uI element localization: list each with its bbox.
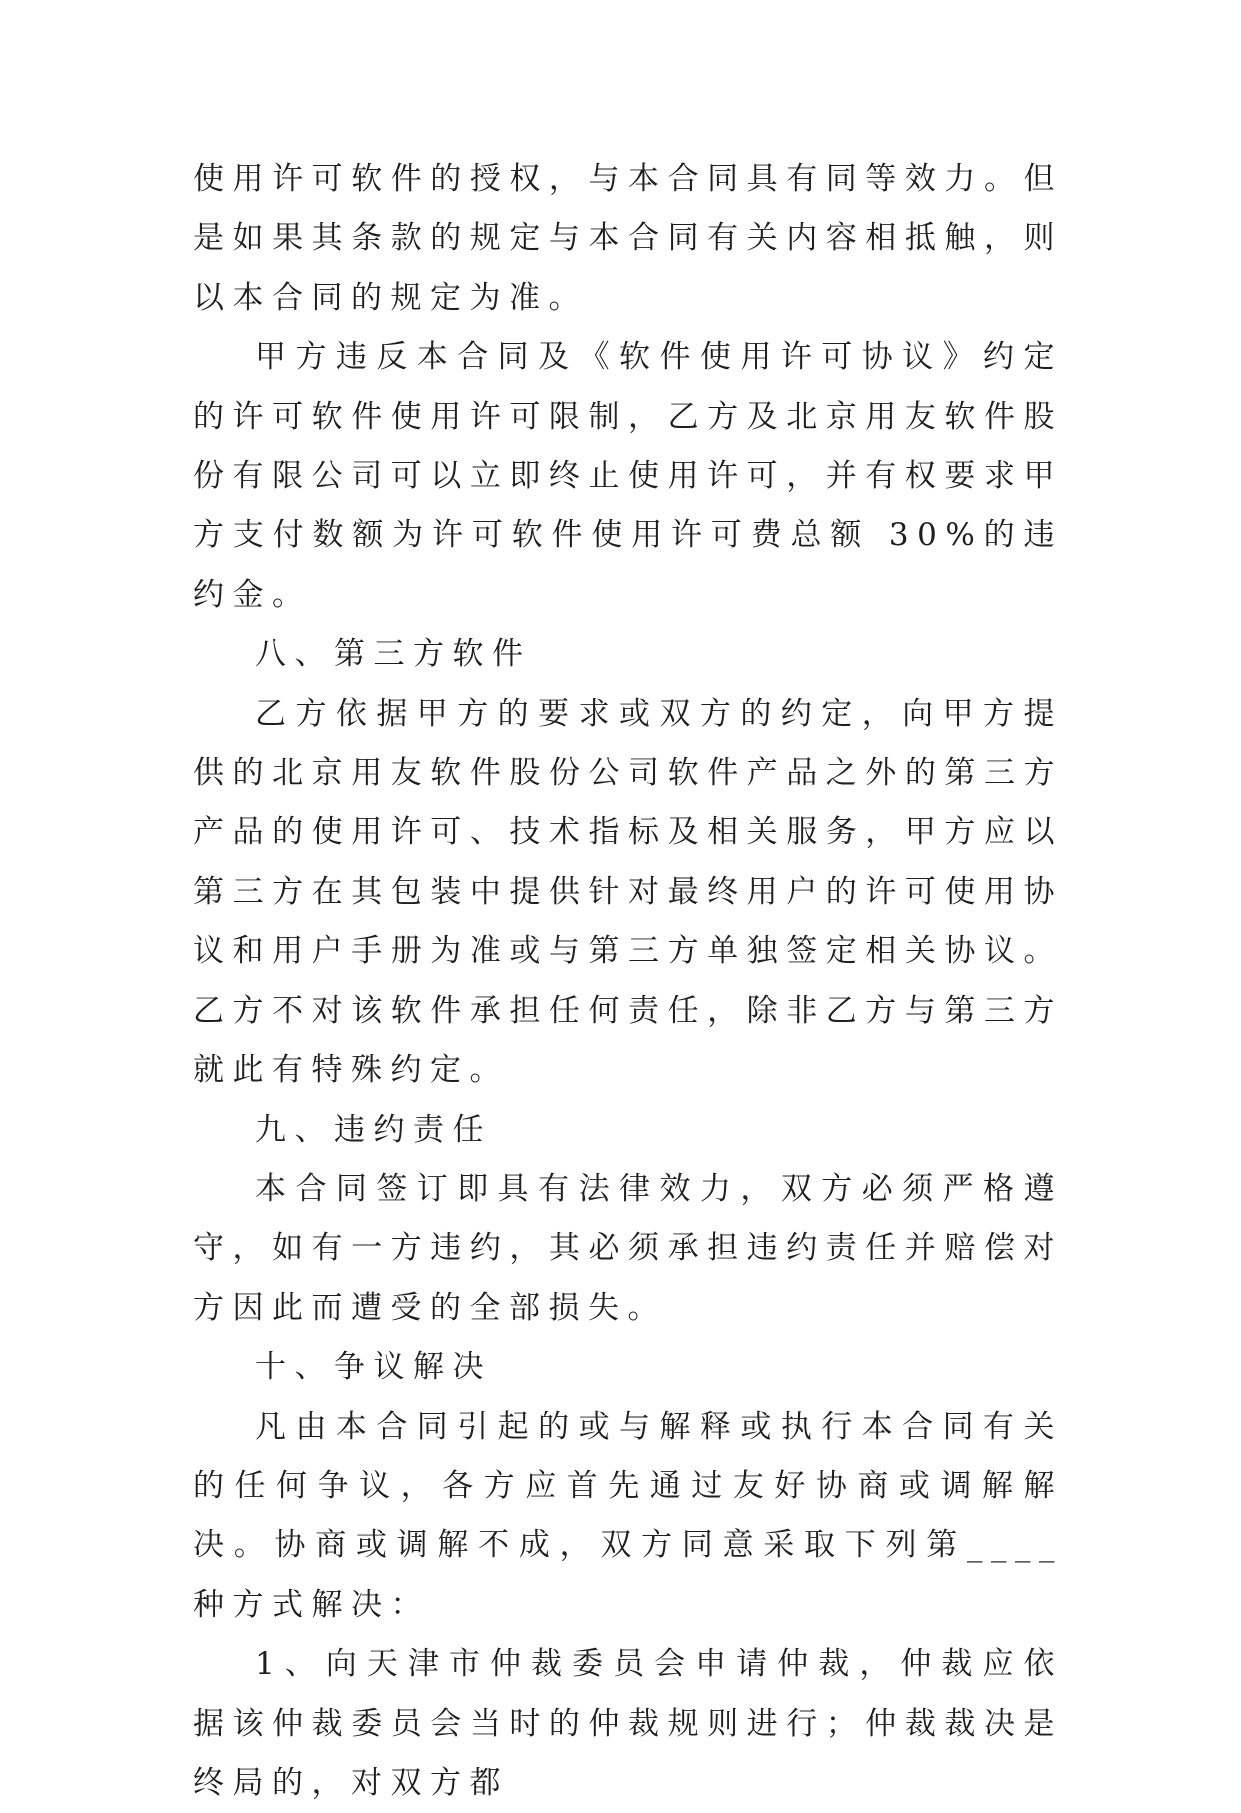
paragraph-arbitration-option-1: 1、向天津市仲裁委员会申请仲裁，仲裁应依据该仲裁委员会当时的仲裁规则进行；仲裁裁决是终局的，对双方都 — [193, 1646, 1063, 1801]
paragraph-dispute-resolution: 凡由本合同引起的或与解释或执行本合同有关的任何争议，各方应首先通过友好协商或调解解决。协商或调解不成，双方同意采取下列第____种方式解决： — [193, 1408, 1063, 1623]
paragraph-third-party-software: 乙方依据甲方的要求或双方的约定，向甲方提供的北京用友软件股份公司软件产品之外的第三方产品的使用许可、技术指标及相关服务，甲方应以第三方在其包装中提供针对最终用户的许可使用协议和用户手册为准或与第三方单独签定相关协议。乙方不对该软件承担任何责任，除非乙方与第三方就此有特殊约定。 — [193, 695, 1063, 1089]
paragraph-license-authorization: 使用许可软件的授权，与本合同具有同等效力。但是如果其条款的规定与本合同有关内容相抵触，则以本合同的规定为准。 — [193, 161, 1063, 316]
section-heading-liability: 九、违约责任 — [255, 1111, 492, 1148]
document-body — [193, 150, 1063, 1813]
section-heading-third-party-software: 八、第三方软件 — [255, 636, 532, 673]
paragraph-liability: 本合同签订即具有法律效力，双方必须严格遵守，如有一方违约，其必须承担违约责任并赔偿对方因此而遭受的全部损失。 — [193, 1170, 1063, 1326]
section-heading-dispute-resolution: 十、争议解决 — [255, 1349, 492, 1386]
paragraph-breach-license-limits: 甲方违反本合同及《软件使用许可协议》约定的许可软件使用许可限制，乙方及北京用友软件股份有限公司可以立即终止使用许可，并有权要求甲方支付数额为许可软件使用许可费总额 30%的违约金。 — [193, 339, 1063, 613]
